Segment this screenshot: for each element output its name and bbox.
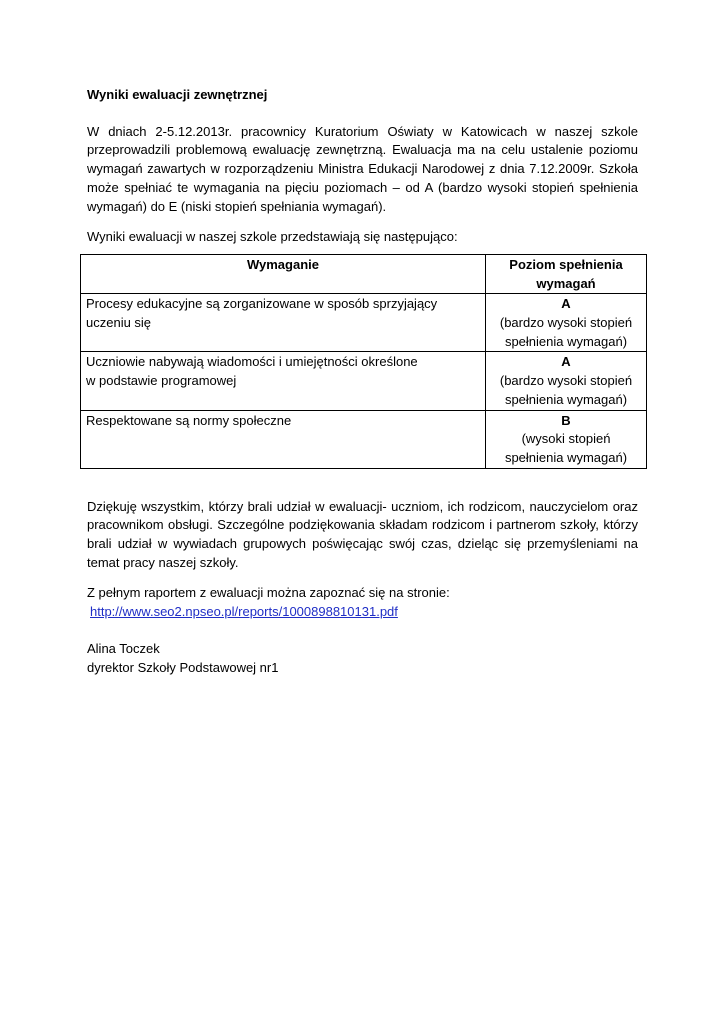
header-requirement: Wymaganie xyxy=(81,254,486,293)
table-row xyxy=(81,294,647,352)
table-row xyxy=(81,410,647,468)
level-cell xyxy=(486,410,647,468)
signature-name: Alina Toczek xyxy=(87,640,160,656)
report-link[interactable]: http://www.seo2.npseo.pl/reports/1000898810131.pdf xyxy=(90,604,398,620)
level-description: (bardzo wysoki stopień spełnienia wymagań) xyxy=(499,373,633,407)
table-header-row xyxy=(81,254,647,293)
level-description: (bardzo wysoki stopień spełnienia wymagań) xyxy=(499,315,633,349)
document-body xyxy=(87,86,638,677)
level-description: (wysoki stopień spełnienia wymagań) xyxy=(504,431,628,465)
level-letter: A xyxy=(561,296,571,312)
level-letter: A xyxy=(561,354,571,370)
level-cell xyxy=(486,352,647,410)
document-title: Wyniki ewaluacji zewnętrznej xyxy=(87,87,268,102)
thanks-paragraph: Dziękuję wszystkim, którzy brali udział w ewaluacji- uczniom, ich rodzicom, nauczycielom oraz pracownikom obsługi. Szczególne podziękowania składam rodzicom i partnerom szkoły, którzy brali udział w wywiadach grupowych poświęcając swój czas, dzieląc się przemyśleniami na temat pracy naszej szkoły. xyxy=(87,498,638,570)
requirements-table xyxy=(80,254,647,469)
results-intro: Wyniki ewaluacji w naszej szkole przedstawiają się następująco: xyxy=(87,229,458,245)
table-row xyxy=(81,352,647,410)
level-letter: B xyxy=(561,412,571,428)
requirement-cell: Uczniowie nabywają wiadomości i umiejętności określone w podstawie programowej xyxy=(81,352,486,410)
header-level: Poziom spełnienia wymagań xyxy=(486,254,647,293)
level-cell xyxy=(486,294,647,352)
requirement-cell: Respektowane są normy społeczne xyxy=(81,410,486,468)
intro-paragraph: W dniach 2-5.12.2013r. pracownicy Kuratorium Oświaty w Katowicach w naszej szkole przeprowadzili problemową ewaluację zewnętrzną. Ewaluacja ma na celu ustalenie poziomu wymagań zawartych w rozporządzeniu Ministra Edukacji Narodowej z dnia 7.12.2009r. Szkoła może spełniać te wymagania na pięciu poziomach – od A (bardzo wysoki stopień spełnienia wymagań) do E (niski stopień spełniania wymagań). xyxy=(87,123,638,214)
requirement-cell: Procesy edukacyjne są zorganizowane w sposób sprzyjający uczeniu się xyxy=(81,294,486,352)
signature-block xyxy=(87,640,638,677)
signature-position: dyrektor Szkoły Podstawowej nr1 xyxy=(87,659,279,675)
report-text: Z pełnym raportem z ewaluacji można zapoznać się na stronie: xyxy=(87,585,450,601)
